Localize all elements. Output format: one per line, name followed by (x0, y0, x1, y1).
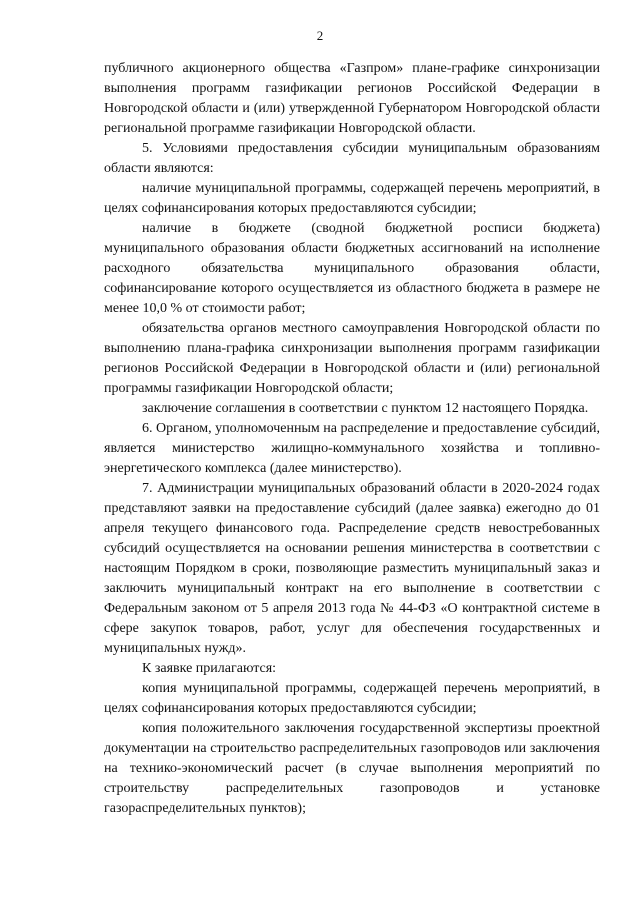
paragraph-attachment-expertise-copy: копия положительного заключения государственной экспертизы проектной документации на строительство распределительных газопроводов или заключения на технико-экономический расчет (в случае выполнения мероприятий по строительству распределительных газопроводов и установке газораспределительных пунктов); (104, 721, 600, 816)
paragraph-attachments-intro: К заявке прилагаются: (142, 661, 277, 676)
paragraph-clause-6: 6. Органом, уполномоченным на распределение и предоставление субсидий, является министерство жилищно-коммунального хозяйства и топливно-энергетического комплекса (далее министерство). (104, 421, 600, 476)
paragraph-condition-budget: наличие в бюджете (сводной бюджетной росписи бюджета) муниципального образования области бюджетных ассигнований на исполнение расходного обязательства муниципального образования области, софинансирование которого осуществляется из областного бюджета в размере не менее 10,0 % от стоимости работ; (104, 221, 600, 316)
paragraph-continuation: публичного акционерного общества «Газпром» плане-графике синхронизации выполнения программ газификации регионов Российской Федерации в Новгородской области и (или) утвержденной Губернатором Новгородской области региональной программе газификации Новгородской области. (104, 61, 600, 136)
paragraph-condition-program: наличие муниципальной программы, содержащей перечень мероприятий, в целях софинансирования которых предоставляются субсидии; (104, 181, 600, 216)
paragraph-condition-obligations: обязательства органов местного самоуправления Новгородской области по выполнению плана-графика синхронизации выполнения программ газификации регионов Российской Федерации в Новгородской области и (или) региональной программы газификации Новгородской области; (104, 321, 600, 396)
document-body (104, 59, 600, 819)
page-number: 2 (316, 28, 324, 43)
paragraph-clause-5: 5. Условиями предоставления субсидии муниципальным образованиям области являются: (104, 141, 600, 176)
paragraph-clause-7: 7. Администрации муниципальных образований области в 2020-2024 годах представляют заявки на предоставление субсидий (далее заявка) ежегодно до 01 апреля текущего финансового года. Распределение средств невостребованных субсидий осуществляется на основании решения министерства в соответствии с настоящим Порядком в сроки, позволяющие разместить муниципальный заказ и заключить муниципальный контракт на его выполнение в соответствии с Федеральным законом от 5 апреля 2013 года № 44-ФЗ «О контрактной системе в сфере закупок товаров, работ, услуг для обеспечения государственных и муниципальных нужд». (104, 481, 600, 656)
paragraph-attachment-program-copy: копия муниципальной программы, содержащей перечень мероприятий, в целях софинансирования которых предоставляются субсидии; (104, 681, 600, 716)
paragraph-condition-agreement: заключение соглашения в соответствии с пунктом 12 настоящего Порядка. (142, 401, 589, 416)
